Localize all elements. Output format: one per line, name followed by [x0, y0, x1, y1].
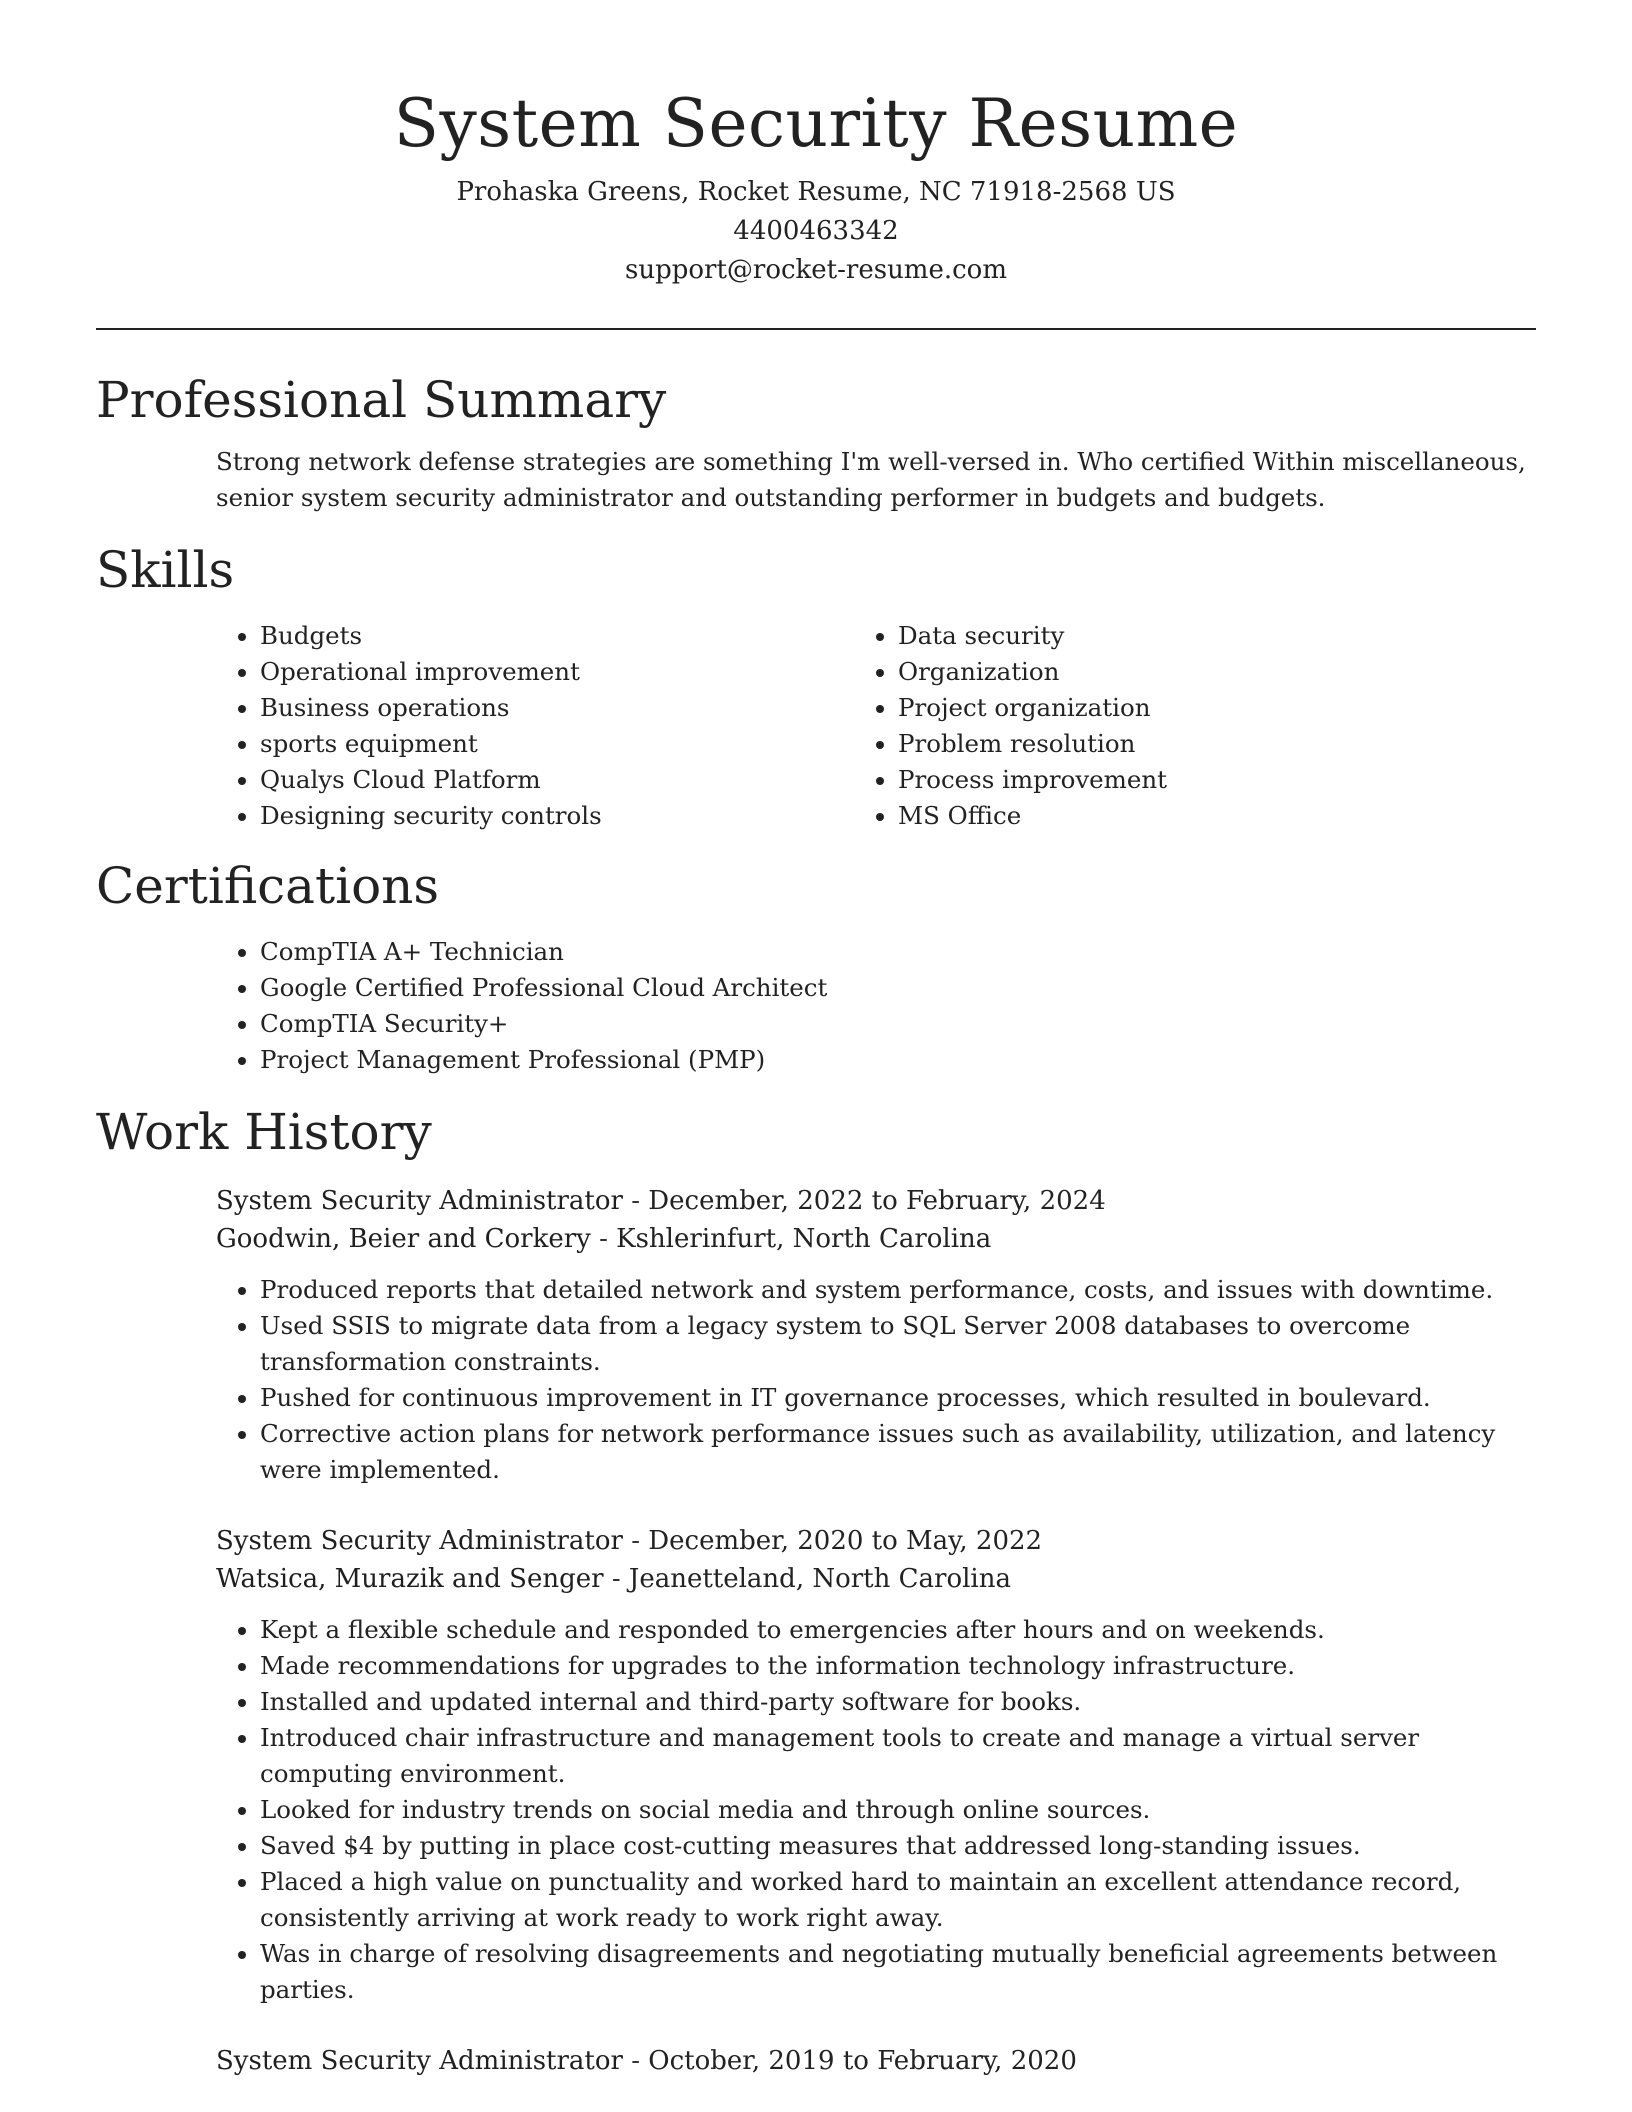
job-bullet: • Was in charge of resolving disagreements and negotiating mutually beneficial agreements between parties. [260, 1936, 1536, 2008]
section-heading-summary: Professional Summary [96, 371, 667, 430]
resume-page [96, 0, 1536, 2080]
job-bullet: • Installed and updated internal and third-party software for books. [260, 1684, 1536, 1720]
job-title-line [216, 2042, 1536, 2080]
skill-item: • Designing security controls [260, 798, 898, 834]
job-bullet: • Produced reports that detailed network and system performance, costs, and issues with downtime. [260, 1272, 1536, 1308]
certification-item: • Google Certified Professional Cloud Architect [260, 970, 1536, 1006]
job-bullets [216, 1272, 1536, 1488]
job-title-line [216, 1522, 1536, 1560]
job-company-line [216, 1560, 1536, 1598]
job-separator: - [599, 1224, 608, 1255]
certification-item: • CompTIA A+ Technician [260, 934, 1536, 970]
contact-phone: 4400463342 [733, 216, 899, 247]
header-divider [96, 328, 1536, 330]
skill-item: • Process improvement [898, 762, 1536, 798]
job-bullet: • Kept a flexible schedule and responded to emergencies after hours and on weekends. [260, 1612, 1536, 1648]
skills-columns [96, 618, 1536, 834]
contact-address: Prohaska Greens, Rocket Resume, NC 71918-2568 US [456, 177, 1176, 208]
job-entry-1 [216, 1182, 1536, 1488]
job-separator: - [631, 1186, 641, 1217]
job-location: Kshlerinfurt, North Carolina [616, 1224, 992, 1255]
skill-item: • Project organization [898, 690, 1536, 726]
section-heading-certifications: Certifications [96, 857, 440, 916]
certifications-list [96, 934, 1536, 1078]
skill-item: • Budgets [260, 618, 898, 654]
contact-email: support@rocket-resume.com [624, 255, 1007, 286]
job-company-line [216, 1220, 1536, 1258]
section-heading-work-history: Work History [96, 1103, 432, 1162]
skills-section [96, 540, 1536, 834]
professional-summary-section [96, 370, 1536, 516]
job-title-line [216, 1182, 1536, 1220]
job-entry-3 [216, 2042, 1536, 2080]
job-separator: - [631, 1526, 641, 1557]
job-role: System Security Administrator [216, 2046, 623, 2077]
job-bullet: • Looked for industry trends on social media and through online sources. [260, 1792, 1536, 1828]
job-entry-2 [216, 1522, 1536, 2008]
summary-text: Strong network defense strategies are something I'm well-versed in. Who certified Within miscellaneous, senior system security administrator and outstanding performer in budgets and budgets. [216, 447, 1526, 513]
job-bullet: • Made recommendations for upgrades to the information technology infrastructure. [260, 1648, 1536, 1684]
job-role: System Security Administrator [216, 1186, 623, 1217]
contact-block [96, 173, 1536, 290]
skill-item: • Qualys Cloud Platform [260, 762, 898, 798]
skill-item: • Operational improvement [260, 654, 898, 690]
skill-item: • sports equipment [260, 726, 898, 762]
skill-item: • Problem resolution [898, 726, 1536, 762]
certification-item: • Project Management Professional (PMP) [260, 1042, 1536, 1078]
work-history-section [96, 1102, 1536, 2080]
job-location: Jeanetteland, North Carolina [628, 1564, 1011, 1595]
skill-item: • Business operations [260, 690, 898, 726]
job-bullet: • Placed a high value on punctuality and worked hard to maintain an excellent attendance record, consistently arriving at work ready to work right away. [260, 1864, 1536, 1936]
certification-item: • CompTIA Security+ [260, 1006, 1536, 1042]
job-separator: - [611, 1564, 621, 1595]
job-company: Goodwin, Beier and Corkery [216, 1224, 591, 1255]
section-heading-skills: Skills [96, 541, 235, 600]
skill-item: • MS Office [898, 798, 1536, 834]
job-dates: December, 2020 to May, 2022 [648, 1526, 1043, 1557]
job-dates: October, 2019 to February, 2020 [648, 2046, 1077, 2077]
job-separator: - [631, 2046, 641, 2077]
job-bullet: • Pushed for continuous improvement in IT governance processes, which resulted in boulevard. [260, 1380, 1536, 1416]
job-dates: December, 2022 to February, 2024 [648, 1186, 1106, 1217]
job-bullet: • Used SSIS to migrate data from a legacy system to SQL Server 2008 databases to overcome transformation constraints. [260, 1308, 1536, 1380]
resume-title: System Security Resume [393, 85, 1239, 162]
skills-list-right [734, 618, 1536, 834]
job-bullet: • Corrective action plans for network performance issues such as availability, utilization, and latency were implemented. [260, 1416, 1536, 1488]
job-company: Watsica, Murazik and Senger [216, 1564, 604, 1595]
certifications-section [96, 856, 1536, 1078]
job-role: System Security Administrator [216, 1526, 623, 1557]
job-bullet: • Introduced chair infrastructure and management tools to create and manage a virtual server computing environment. [260, 1720, 1536, 1792]
job-bullets [216, 1612, 1536, 2008]
skill-item: • Organization [898, 654, 1536, 690]
skill-item: • Data security [898, 618, 1536, 654]
job-bullet: • Saved $4 by putting in place cost-cutting measures that addressed long-standing issues. [260, 1828, 1536, 1864]
